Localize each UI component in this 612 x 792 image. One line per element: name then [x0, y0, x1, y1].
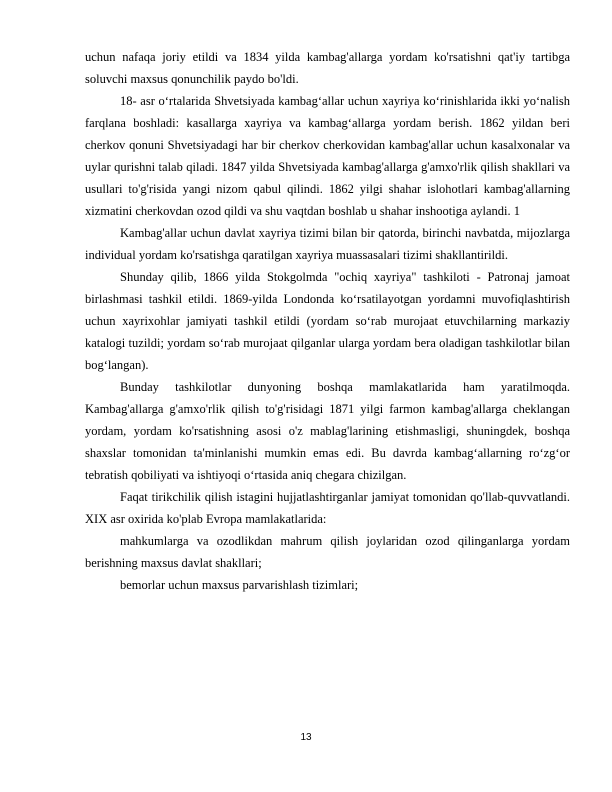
paragraph-patient-care: bemorlar uchun maxsus parvarishlash tizimlari;	[120, 578, 359, 592]
paragraph-stockholm-london: Shunday qilib, 1866 yilda Stokgolmda "ochiq xayriya" tashkiloti - Patronaj jamoat birlashmasi tashkil etildi. 1869-yilda Londonda ko‘rsatilayotgan yordamni muvofiqlashtirish uchun xayrixohlar jamiyati tashkil etildi (yordam so‘rab murojaat etuvchilarning markaziy katalogi tuzildi; yordam so‘rab murojaat qilganlar ularga yordam bera oladigan tashkilotlar bilan bog‘langan).	[85, 270, 570, 372]
page-number: 13	[300, 732, 312, 743]
paragraph-convict-aid: mahkumlarga va ozodlikdan mahrum qilish joylaridan ozod qilinganlarga yordam berishning maxsus davlat shakllari;	[85, 534, 570, 570]
paragraph-continuation: uchun nafaqa joriy etildi va 1834 yilda kambag'allarga yordam ko'rsatishni qat'iy tartibga soluvchi maxsus qonunchilik paydo bo'ldi.	[85, 50, 570, 86]
paragraph-state-charity-system: Kambag'allar uchun davlat xayriya tizimi bilan bir qatorda, birinchi navbatda, mijozlarga individual yordam ko'rsatishga qaratilgan xayriya muassasalari tizimi shakllantirildi.	[85, 226, 570, 262]
document-body	[85, 46, 570, 596]
paragraph-subsistence-support: Faqat tirikchilik qilish istagini hujjatlashtirganlar jamiyat tomonidan qo'llab-quvvatlandi. XIX asr oxirida ko'plab Evropa mamlakatlarida:	[85, 490, 570, 526]
paragraph-sweden-charity: 18- asr o‘rtalarida Shvetsiyada kambag‘allar uchun xayriya ko‘rinishlarida ikki yo‘nalish farqlana boshladi: kasallarga xayriya va kambag‘allarga yordam berish. 1862 yildan beri cherkov qonuni Shvetsiyadagi har bir cherkov cherkovidan kambag'allar uchun kasalxonalar va uylar qurishni talab qiladi. 1847 yilda Shvetsiyada kambag'allarga g'amxo'rlik qilish shakllari va usullari to'g'risida yangi nizom qabul qilindi. 1862 yilgi shahar islohotlari kambag'allarning xizmatini cherkovdan ozod qildi va shu vaqtdan boshlab u shahar inshootiga aylandi. 1	[85, 94, 570, 218]
paragraph-organizations-worldwide: Bunday tashkilotlar dunyoning boshqa mamlakatlarida ham yaratilmoqda. Kambag'allarga g'amxo'rlik qilish to'g'risidagi 1871 yilgi farmon kambag'allarga cheklangan yordam, yordam ko'rsatishning asosi o'z mablag'larining etishmasligi, shuningdek, boshqa shaxslar tomonidan ta'minlanishi mumkin emas edi. Bu davrda kambag‘allarning ro‘zg‘or tebratish qobiliyati va ishtiyoqi o‘rtasida aniq chegara chizilgan.	[85, 380, 570, 482]
